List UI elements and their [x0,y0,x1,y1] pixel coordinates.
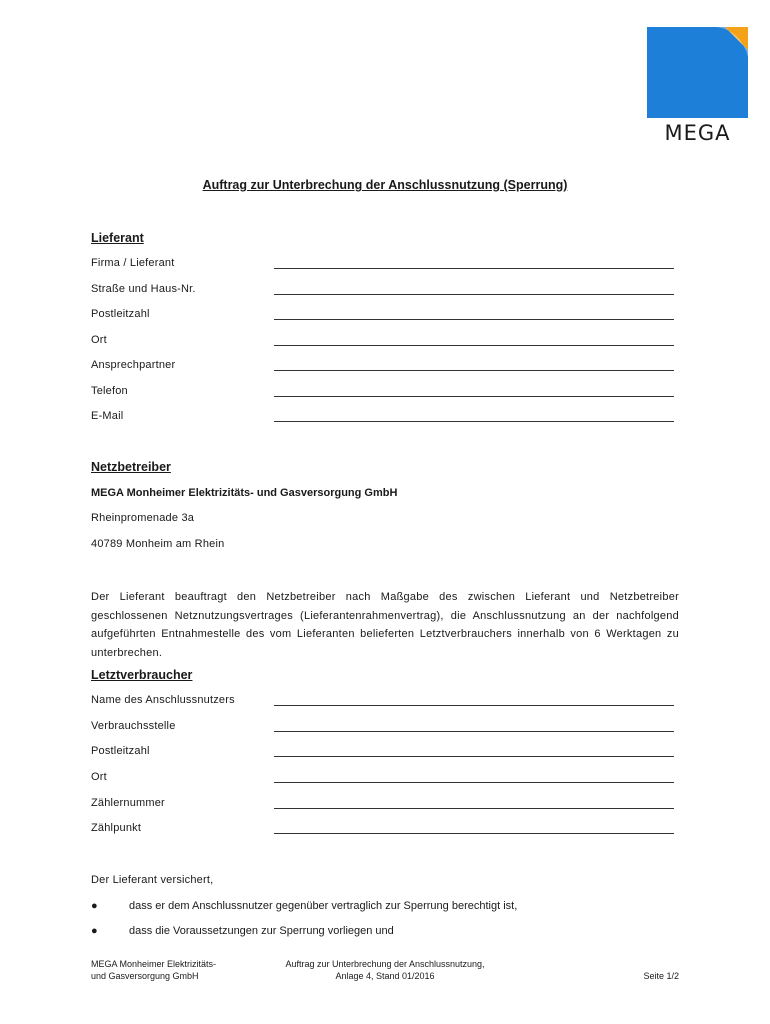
form-row-lv-ort [91,771,681,787]
field-label: Firma / Lieferant [91,257,175,269]
fill-line[interactable] [274,808,674,809]
mega-logo-text: MEGA [664,121,731,145]
field-label: Postleitzahl [91,308,150,320]
fill-line[interactable] [274,268,674,269]
form-row-strasse [91,283,681,299]
footer-left-line: MEGA Monheimer Elektrizitäts- [91,959,217,969]
field-label: Ort [91,334,107,346]
section-heading-netzbetreiber: Netzbetreiber [91,460,171,474]
assurance-intro: Der Lieferant versichert, [91,874,214,886]
form-row-ansprechpartner [91,359,681,375]
field-label: Zählernummer [91,797,165,809]
form-row-telefon [91,385,681,401]
footer-left-line: und Gasversorgung GmbH [91,971,199,981]
footer-center [270,958,500,982]
list-item-text: dass er dem Anschlussnutzer gegenüber vertraglich zur Sperrung berechtigt ist, [129,900,518,912]
section-heading-letztverbraucher: Letztverbraucher [91,668,193,682]
fill-line[interactable] [274,396,674,397]
fill-line[interactable] [274,782,674,783]
field-label: Zählpunkt [91,822,142,834]
form-row-lv-plz [91,745,681,761]
netzbetreiber-city: 40789 Monheim am Rhein [91,538,225,550]
field-label: Postleitzahl [91,745,150,757]
fill-line[interactable] [274,731,674,732]
bullet-icon: ● [91,925,98,937]
form-row-verbrauchsstelle [91,720,681,736]
form-row-firma [91,257,681,273]
field-label: Name des Anschlussnutzers [91,694,235,706]
form-row-ort [91,334,681,350]
field-label: Ansprechpartner [91,359,176,371]
field-label: Telefon [91,385,128,397]
field-label: Straße und Haus-Nr. [91,283,196,295]
bullet-icon: ● [91,900,98,912]
fill-line[interactable] [274,345,674,346]
order-paragraph: Der Lieferant beauftragt den Netzbetreiber nach Maßgabe des zwischen Lieferant und Netzbetreiber geschlossenen Netznutzungsvertrages (Lieferantenrahmenvertrag), die Anschlussnutzung an der nachfolgend aufgeführten Entnahmestelle des vom Lieferanten belieferten Letztverbrauchers innerhalb von 6 Werktagen zu unterbrechen. [91,591,679,659]
netzbetreiber-street: Rheinpromenade 3a [91,512,195,524]
footer-center-line: Auftrag zur Unterbrechung der Anschlussnutzung, [285,959,485,969]
form-row-zaehlpunkt [91,822,681,838]
field-label: Ort [91,771,107,783]
fill-line[interactable] [274,294,674,295]
netzbetreiber-name: MEGA Monheimer Elektrizitäts- und Gasversorgung GmbH [91,487,398,499]
form-row-plz [91,308,681,324]
mega-logo [647,27,748,145]
footer-center-line: Anlage 4, Stand 01/2016 [335,971,435,981]
form-row-zaehlernummer [91,797,681,813]
document-title: Auftrag zur Unterbrechung der Anschlussnutzung (Sperrung) [202,178,568,192]
footer-left [91,958,216,982]
fill-line[interactable] [274,756,674,757]
field-label: E-Mail [91,410,124,422]
form-row-email [91,410,681,426]
form-row-anschlussnutzer [91,694,681,710]
field-label: Verbrauchsstelle [91,720,176,732]
fill-line[interactable] [274,319,674,320]
list-item-text: dass die Voraussetzungen zur Sperrung vorliegen und [129,925,394,937]
section-heading-lieferant: Lieferant [91,231,144,245]
page-number: Seite 1/2 [643,971,679,981]
fill-line[interactable] [274,705,674,706]
fill-line[interactable] [274,370,674,371]
fill-line[interactable] [274,833,674,834]
fill-line[interactable] [274,421,674,422]
